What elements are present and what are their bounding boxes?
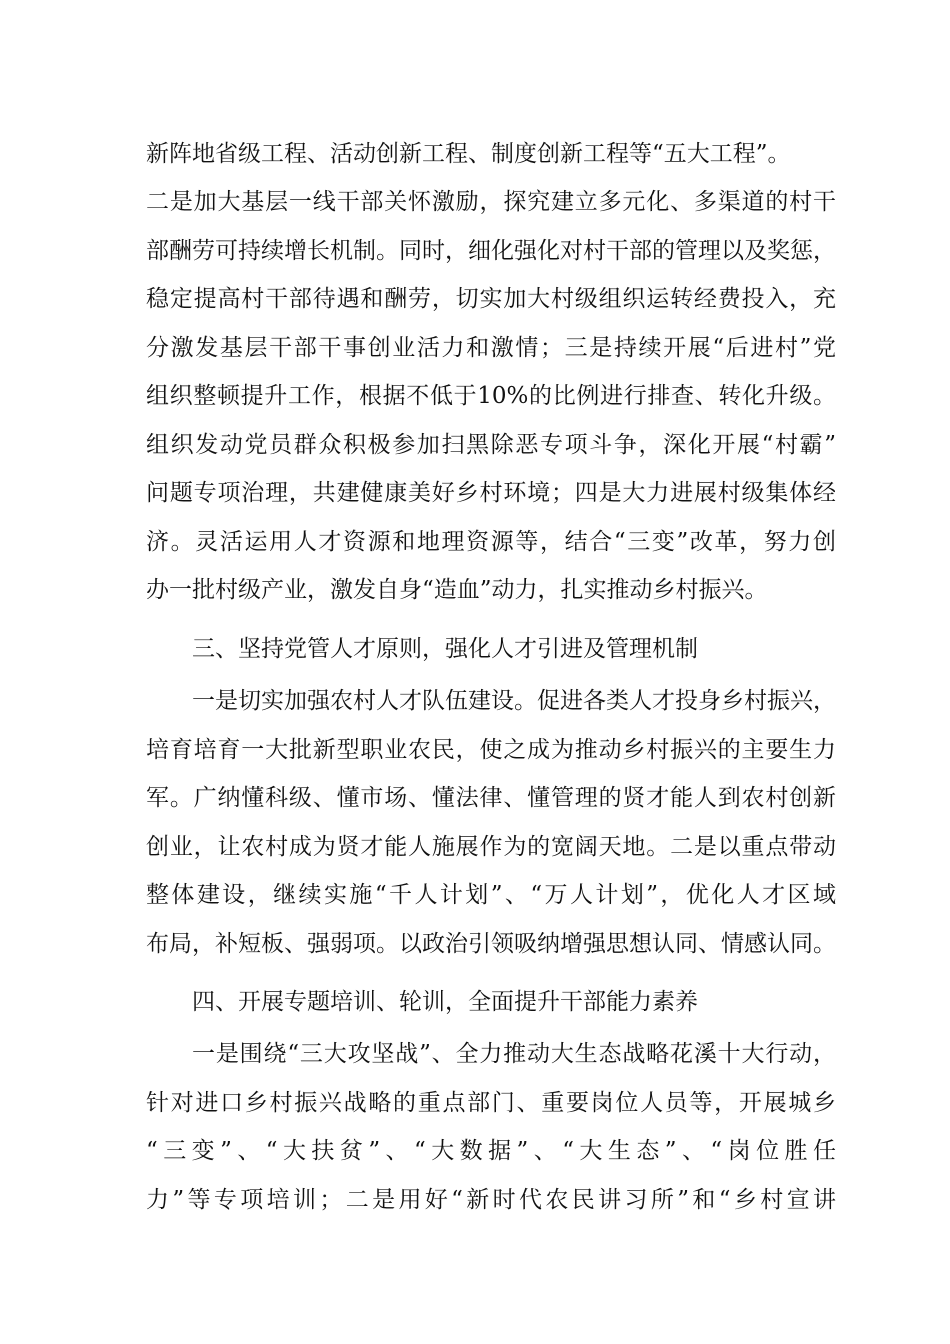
section-heading-3: 三、坚持党管人才原则，强化人才引进及管理机制	[192, 636, 698, 662]
text-line-3: 部酬劳可持续增长机制。同时，细化强化对村干部的管理以及奖惩，	[146, 238, 836, 264]
text-line-14: 军。广纳懂科级、懂市场、懂法律、懂管理的贤才能人到农村创新	[146, 785, 836, 811]
text-line-22: 力”等专项培训；二是用好“新时代农民讲习所”和“乡村宣讲	[146, 1187, 836, 1213]
text-line-16: 整体建设，继续实施“千人计划”、“万人计划”，优化人才区域	[146, 882, 836, 908]
text-line-8: 问题专项治理，共建健康美好乡村环境；四是大力进展村级集体经	[146, 480, 836, 506]
text-line-5: 分激发基层干部干事创业活力和激情；三是持续开展“后进村”党	[146, 335, 836, 361]
text-line-4: 稳定提高村干部待遇和酬劳，切实加大村级组织运转经费投入，充	[146, 286, 836, 312]
text-line-13: 培育培育一大批新型职业农民，使之成为推动乡村振兴的主要生力	[146, 737, 836, 763]
text-line-10: 办一批村级产业，激发自身“造血”动力，扎实推动乡村振兴。	[146, 577, 768, 603]
section-heading-4: 四、开展专题培训、轮训，全面提升干部能力素养	[192, 989, 698, 1015]
text-line-15: 创业，让农村成为贤才能人施展作为的宽阔天地。二是以重点带动	[146, 834, 836, 860]
text-line-20: 针对进口乡村振兴战略的重点部门、重要岗位人员等，开展城乡	[146, 1090, 836, 1116]
text-line-2: 二是加大基层一线干部关怀激励，探究建立多元化、多渠道的村干	[146, 189, 836, 215]
text-line-12: 一是切实加强农村人才队伍建设。促进各类人才投身乡村振兴，	[192, 688, 836, 714]
text-line-6: 组织整顿提升工作，根据不低于10%的比例进行排查、转化升级。	[146, 383, 836, 409]
text-line-19: 一是围绕“三大攻坚战”、全力推动大生态战略花溪十大行动，	[192, 1041, 836, 1067]
text-line-1: 新阵地省级工程、活动创新工程、制度创新工程等“五大工程”。	[146, 141, 791, 167]
text-line-9: 济。灵活运用人才资源和地理资源等，结合“三变”改革，努力创	[146, 529, 836, 555]
text-line-7: 组织发动党员群众积极参加扫黑除恶专项斗争，深化开展“村霸”	[146, 432, 836, 458]
text-line-17: 布局，补短板、强弱项。以政治引领吸纳增强思想认同、情感认同。	[146, 931, 836, 957]
text-line-21: “三变”、“大扶贫”、“大数据”、“大生态”、“岗位胜任	[146, 1138, 836, 1164]
